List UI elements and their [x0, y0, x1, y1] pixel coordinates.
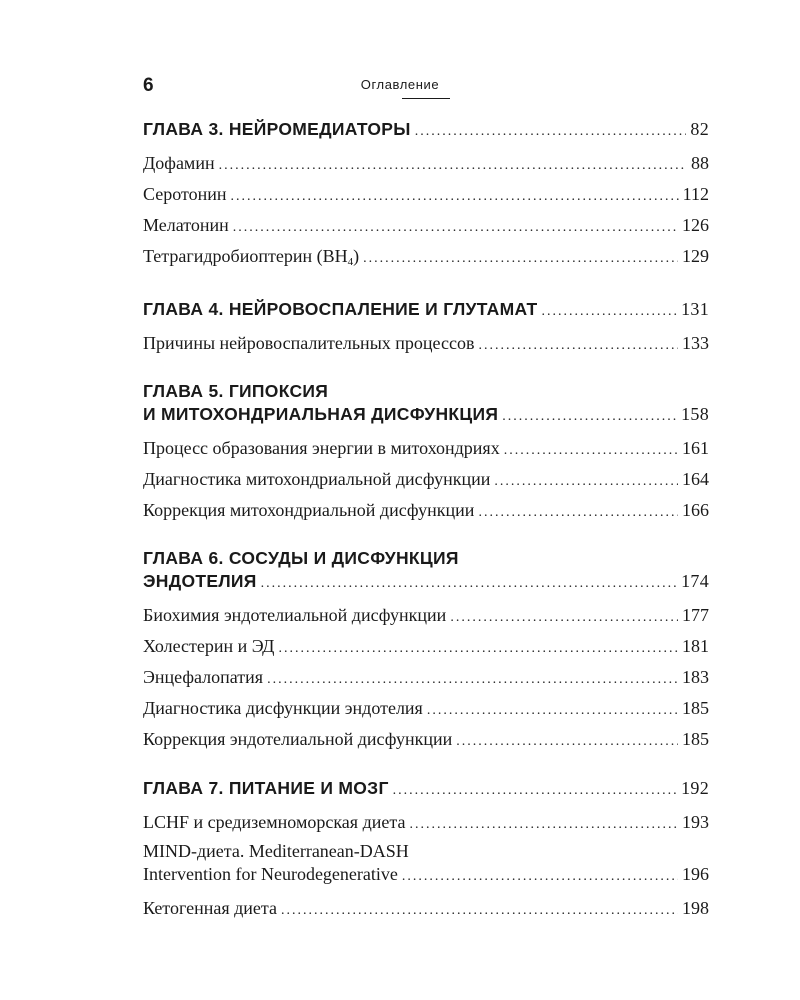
dot-leader — [456, 727, 678, 756]
chapter-5-title-line1: ГЛАВА 5. ГИПОКСИЯ — [143, 381, 329, 401]
toc-entry-mind-line1: MIND-диета. Mediterranean-DASH — [143, 841, 409, 861]
toc-entry-melatonin[interactable] — [143, 211, 709, 242]
dot-leader — [542, 300, 678, 324]
toc-entry-energy-production[interactable] — [143, 434, 709, 465]
dot-leader — [233, 213, 678, 242]
toc-entry-cholesterol[interactable] — [143, 632, 709, 663]
toc-entry-endothelial-correction[interactable] — [143, 725, 709, 756]
chapter-7-heading[interactable] — [143, 776, 709, 803]
page-ref: 183 — [682, 667, 709, 687]
toc-entry-lchf[interactable] — [143, 808, 709, 839]
chapter-4-heading[interactable] — [143, 297, 709, 324]
chapter-title: ГЛАВА 7. ПИТАНИЕ И МОЗГ — [143, 778, 389, 798]
chapter-6-title-line1: ГЛАВА 6. СОСУДЫ И ДИСФУНКЦИЯ — [143, 548, 459, 568]
chapter-5-heading[interactable] — [143, 402, 709, 429]
entry-title: Коррекция эндотелиальной дисфункции — [143, 729, 453, 749]
dot-leader — [415, 120, 687, 144]
toc-entry-neuroinflammation-causes[interactable] — [143, 329, 709, 360]
page-ref: 88 — [691, 153, 709, 173]
dot-leader — [427, 696, 678, 725]
toc-entry-bh4[interactable] — [143, 242, 709, 277]
page-ref: 126 — [682, 215, 709, 235]
table-of-contents — [143, 117, 709, 925]
toc-entry-ketogenic[interactable] — [143, 894, 709, 925]
chapter-title: И МИТОХОНДРИАЛЬНАЯ ДИСФУНКЦИЯ — [143, 404, 499, 424]
page-ref: 174 — [681, 571, 709, 591]
page-ref: 112 — [682, 184, 709, 204]
entry-title-prefix: Тетрагидробиоптерин (BH — [143, 246, 348, 266]
dot-leader — [478, 331, 678, 360]
entry-title: Диагностика митохондриальной дисфункции — [143, 469, 491, 489]
toc-entry-endothelial-biochemistry[interactable] — [143, 601, 709, 632]
toc-entry-mito-correction[interactable] — [143, 496, 709, 527]
title-underline — [402, 98, 450, 99]
dot-leader — [363, 244, 678, 273]
page-number: 6 — [143, 75, 154, 96]
entry-title: Дофамин — [143, 153, 215, 173]
page-ref: 164 — [682, 469, 709, 489]
chapter-6-heading[interactable] — [143, 569, 709, 596]
toc-entry-mito-diagnostics[interactable] — [143, 465, 709, 496]
entry-title: Энцефалопатия — [143, 667, 264, 687]
dot-leader — [267, 665, 678, 694]
entry-title: Причины нейровоспалительных процессов — [143, 333, 475, 353]
dot-leader — [478, 498, 678, 527]
dot-leader — [278, 634, 678, 663]
dot-leader — [281, 896, 678, 925]
subscript: 4 — [347, 256, 354, 268]
dot-leader — [502, 405, 677, 429]
toc-entry-endothelial-diagnostics[interactable] — [143, 694, 709, 725]
toc-entry-serotonin[interactable] — [143, 180, 709, 211]
page-ref: 185 — [682, 729, 709, 749]
page-ref: 181 — [682, 636, 709, 656]
page-ref: 82 — [690, 119, 709, 139]
page-ref: 198 — [682, 898, 709, 918]
entry-title: LCHF и средиземноморская диета — [143, 812, 406, 832]
page-ref: 131 — [681, 299, 709, 319]
dot-leader — [504, 436, 678, 465]
entry-title — [143, 242, 359, 277]
entry-title: Холестерин и ЭД — [143, 636, 275, 656]
dot-leader — [231, 182, 679, 211]
dot-leader — [402, 866, 678, 888]
page-ref: 129 — [682, 246, 709, 266]
toc-entry-encephalopathy[interactable] — [143, 663, 709, 694]
dot-leader — [494, 467, 678, 496]
chapter-title: ГЛАВА 3. НЕЙРОМЕДИАТОРЫ — [143, 119, 411, 139]
entry-title: Процесс образования энергии в митохондриях — [143, 438, 500, 458]
entry-title: Диагностика дисфункции эндотелия — [143, 698, 423, 718]
page-ref: 161 — [682, 438, 709, 458]
page-ref: 158 — [681, 404, 709, 424]
dot-leader — [219, 151, 687, 180]
page-ref: 192 — [681, 778, 709, 798]
entry-title: Коррекция митохондриальной дисфункции — [143, 500, 475, 520]
toc-entry-mind[interactable] — [143, 863, 709, 888]
entry-title: Кетогенная диета — [143, 898, 277, 918]
dot-leader — [393, 779, 677, 803]
dot-leader — [450, 603, 678, 632]
entry-title: Биохимия эндотелиальной дисфункции — [143, 605, 447, 625]
toc-entry-dopamine[interactable] — [143, 149, 709, 180]
page-ref: 196 — [682, 864, 709, 884]
page-ref: 133 — [682, 333, 709, 353]
dot-leader — [261, 572, 677, 596]
page-ref: 166 — [682, 500, 709, 520]
entry-title: Intervention for Neurodegenerative — [143, 864, 398, 884]
chapter-3-heading[interactable] — [143, 117, 709, 144]
entry-title-suffix: ) — [353, 246, 360, 266]
dot-leader — [409, 810, 678, 839]
page-ref: 177 — [682, 605, 709, 625]
page-ref: 185 — [682, 698, 709, 718]
entry-title: Серотонин — [143, 184, 227, 204]
running-title: Оглавление — [360, 77, 440, 92]
chapter-title: ЭНДОТЕЛИЯ — [143, 571, 257, 591]
page-ref: 193 — [682, 812, 709, 832]
chapter-title: ГЛАВА 4. НЕЙРОВОСПАЛЕНИЕ И ГЛУТАМАТ — [143, 299, 538, 319]
entry-title: Мелатонин — [143, 215, 229, 235]
